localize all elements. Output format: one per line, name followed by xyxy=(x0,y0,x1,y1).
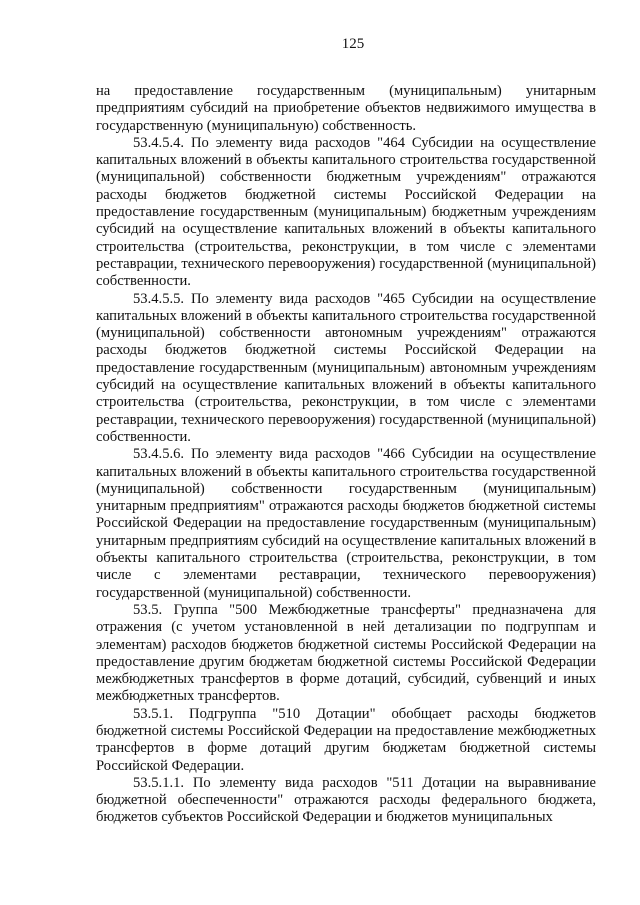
page-number: 125 xyxy=(341,36,365,52)
paragraph-53-4-5-4: 53.4.5.4. По элементу вида расходов "464 Субсидии на осуществление капитальных вложений в объекты капитального строительства государственной (муниципальной) собственности бюджетным учреждениям" отражаются расходы бюджетов бюджетной системы Российской Федерации на предоставление государственным (муниципальным) бюджетным учреждениям субсидий на осуществление капитальных вложений в объекты капитального строительства (строительства, реконструкции, в том числе с элементами реставрации, технического перевооружения) государственной (муниципальной) собственности. xyxy=(96,134,596,290)
paragraph-53-5: 53.5. Группа "500 Межбюджетные трансферты" предназначена для отражения (с учетом установленной в ней детализации по подгруппам и элементам) расходов бюджетов бюджетной системы Российской Федерации на предоставление другим бюджетам бюджетной системы Российской Федерации межбюджетных трансфертов в форме дотаций, субсидий, субвенций и иных межбюджетных трансфертов. xyxy=(96,601,596,705)
paragraph-53-5-1-1: 53.5.1.1. По элементу вида расходов "511 Дотации на выравнивание бюджетной обеспеченности" отражаются расходы федерального бюджета, бюджетов субъектов Российской Федерации и бюджетов муниципальных xyxy=(96,774,596,826)
paragraph-53-5-1: 53.5.1. Подгруппа "510 Дотации" обобщает расходы бюджетов бюджетной системы Российской Федерации на предоставление межбюджетных трансфертов в форме дотаций другим бюджетам бюджетной системы Российской Федерации. xyxy=(96,705,596,774)
paragraph-53-4-5-5: 53.4.5.5. По элементу вида расходов "465 Субсидии на осуществление капитальных вложений в объекты капитального строительства государственной (муниципальной) собственности автономным учреждениям" отражаются расходы бюджетов бюджетной системы Российской Федерации на предоставление государственным (муниципальным) автономным учреждениям субсидий на осуществление капитальных вложений в объекты капитального строительства (строительства, реконструкции, в том числе с элементами реставрации, технического перевооружения) государственной (муниципальной) собственности. xyxy=(96,290,596,445)
paragraph-continuation: на предоставление государственным (муниципальным) унитарным предприятиям субсидий на приобретение объектов недвижимого имущества в государственную (муниципальную) собственность. xyxy=(96,83,596,134)
paragraph-53-4-5-6: 53.4.5.6. По элементу вида расходов "466 Субсидии на осуществление капитальных вложений в объекты капитального строительства государственной (муниципальной) собственности государственным (муниципальным) унитарным предприятиям" отражаются расходы бюджетов бюджетной системы Российской Федерации на предоставление государственным (муниципальным) унитарным предприятиям субсидий на осуществление капитальных вложений в объекты капитального строительства (строительства, реконструкции, в том числе с элементами реставрации, технического перевооружения) государственной (муниципальной) собственности. xyxy=(96,446,596,601)
